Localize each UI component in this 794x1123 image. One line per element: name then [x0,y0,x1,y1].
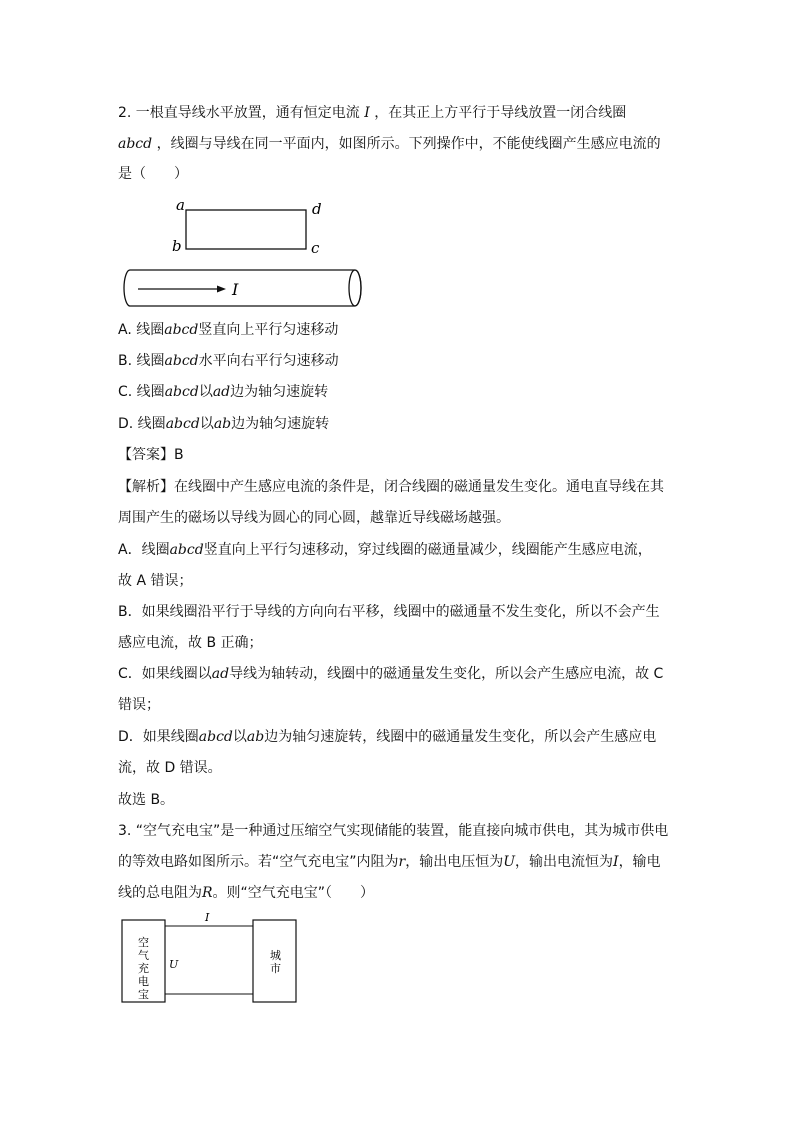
circuit-label-U: U [169,958,179,971]
q2-option-a: A. 线圈abcd竖直向上平行匀速移动 [118,322,339,338]
q2-analysis-a-line-2: 故 A 错误； [118,573,193,589]
q2-figure-coil-wire [118,192,378,314]
wire-cylinder-end [349,270,361,306]
city-char-2: 市 [270,962,281,975]
q2-analysis-d-line-2: 流，故 D 错误。 [118,760,222,776]
q2-option-d: D. 线圈abcd以ab边为轴匀速旋转 [118,416,330,432]
q2-analysis-a-line-1: A．线圈abcd竖直向上平行匀速移动，穿过线圈的磁通量减少，线圈能产生感应电流， [118,542,652,558]
q2-option-c: C. 线圈abcd以ad边为轴匀速旋转 [118,384,329,400]
q2-stem-line-2: abcd ，线圈与导线在同一平面内，如图所示。下列操作中，不能使线圈产生感应电流的 [118,136,661,152]
air-battery-char-4: 电 [138,975,149,988]
coil-label-c: c [311,239,320,257]
q2-conclusion: 故选 B。 [118,792,175,808]
air-battery-char-3: 充 [138,962,149,975]
q2-analysis-c-line-1: C．如果线圈以ad导线为轴转动，线圈中的磁通量发生变化，所以会产生感应电流，故 C [118,666,664,682]
current-arrow-head [217,286,226,293]
q3-stem-line-2: 的等效电路如图所示。若“空气充电宝”内阻为r，输出电压恒为U，输出电流恒为I，输电 [118,854,661,870]
q2-option-b: B. 线圈abcd水平向右平行匀速移动 [118,353,339,369]
q2-analysis-b-line-1: B．如果线圈沿平行于导线的方向向右平移，线圈中的磁通量不发生变化，所以不会产生 [118,604,660,620]
wire-cylinder-body [124,270,361,306]
q2-stem-line-3: 是（ ） [118,166,188,182]
q2-stem-line-1: 2. 一根直导线水平放置，通有恒定电流 I ，在其正上方平行于导线放置一闭合线圈 [118,105,627,121]
current-label-I: I [232,280,239,299]
q2-analysis-line-1: 【解析】在线圈中产生感应电流的条件是，闭合线圈的磁通量发生变化。通电直导线在其 [118,479,664,495]
air-battery-char-5: 宝 [138,988,149,1001]
circuit-label-I: I [205,911,210,924]
q2-analysis-d-line-1: D．如果线圈abcd以ab边为轴匀速旋转，线圈中的磁通量发生变化，所以会产生感应电 [118,729,657,745]
coil-label-b: b [172,237,182,255]
q2-analysis-line-2: 周围产生的磁场以导线为圆心的同心圆，越靠近导线磁场越强。 [118,510,510,526]
q3-figure-circuit [118,908,308,1008]
q3-stem-line-3: 线的总电阻为R。则“空气充电宝”（ ） [118,885,375,901]
q2-analysis-c-line-2: 错误； [118,697,160,713]
air-battery-char-1: 空 [138,936,149,949]
q2-analysis-b-line-2: 感应电流，故 B 正确； [118,635,263,651]
coil-label-d: d [312,200,322,218]
city-char-1: 城 [270,949,281,962]
q2-answer: 【答案】B [118,447,184,463]
coil-label-a: a [176,196,185,214]
coil-rectangle [186,210,306,249]
q3-stem-line-1: 3. “空气充电宝”是一种通过压缩空气实现储能的装置，能直接向城市供电，其为城市供电 [118,823,669,839]
air-battery-char-2: 气 [138,949,149,962]
